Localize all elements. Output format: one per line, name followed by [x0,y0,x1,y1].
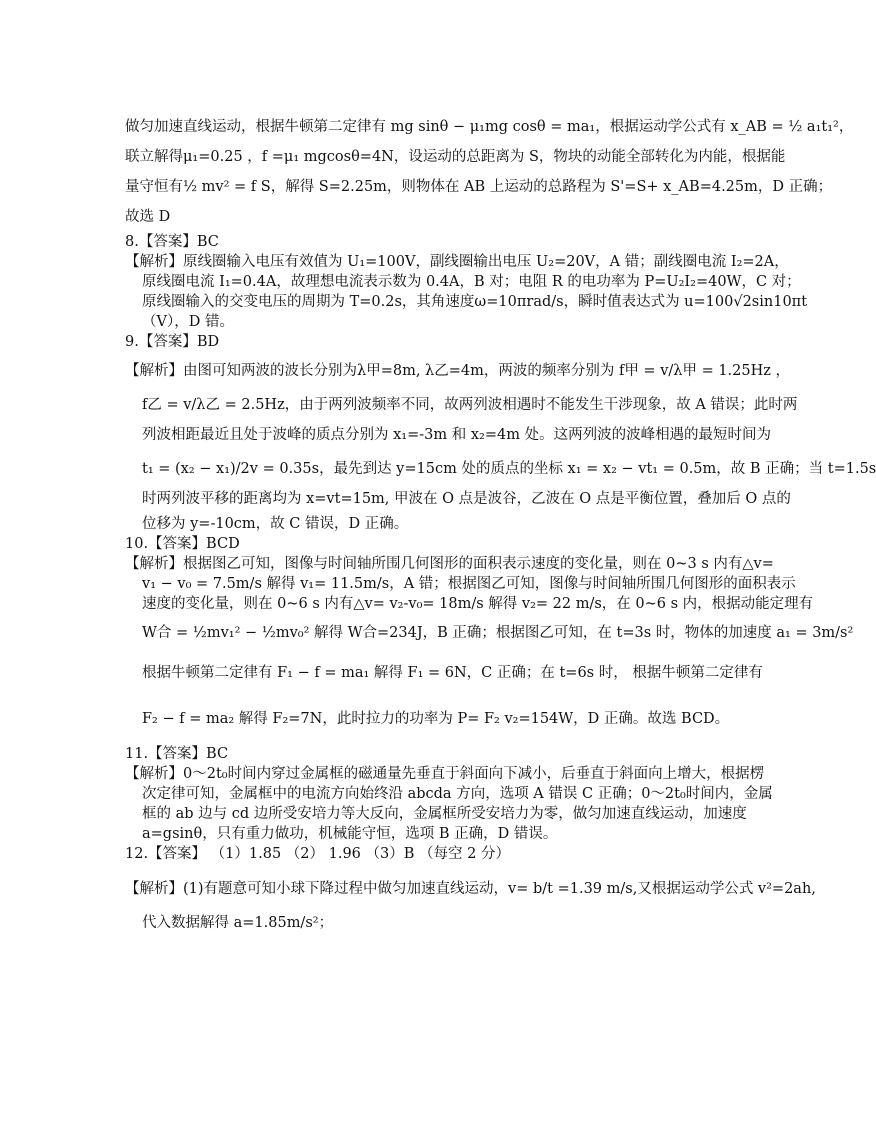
text-line: 原线圈电流 I₁=0.4A，故理想电流表示数为 0.4A，B 对；电阻 R 的电功率为 P=U₂I₂=40W，C 对； [142,274,801,290]
text-line: W合 = ½mv₁² − ½mv₀² 解得 W合=234J，B 正确；根据图乙可知，在 t=3s 时，物体的加速度 a₁ = 3m/s² [142,625,854,641]
answer-text-body [125,112,876,938]
text-line: 列波相距最近且处于波峰的质点分别为 x₁=-3m 和 x₂=4m 处。这两列波的波峰相遇的最短时间为 [142,427,772,443]
text-line: F₂ − f = ma₂ 解得 F₂=7N，此时拉力的功率为 P= F₂ v₂=154W，D 正确。故选 BCD。 [142,711,730,727]
text-line: 框的 ab 边与 cd 边所受安培力等大反向，金属框所受安培力为零，做匀加速直线运动，加速度 [142,806,747,822]
text-line: 量守恒有½ mv² = f S，解得 S=2.25m，则物体在 AB 上运动的总路程为 S'=S+ x_AB=4.25m，D 正确； [125,179,833,195]
text-line: 10.【答案】BCD [125,536,240,552]
text-line: 位移为 y=-10cm，故 C 错误，D 正确。 [142,516,409,532]
text-line: 【解析】0～2t₀时间内穿过金属框的磁通量先垂直于斜面向下减小，后垂直于斜面向上增大，根据楞 [125,766,765,782]
text-line: 【解析】原线圈输入电压有效值为 U₁=100V，副线圈输出电压 U₂=20V，A 错；副线圈电流 I₂=2A， [125,254,789,270]
text-line: 12.【答案】 （1）1.85 （2） 1.96 （3）B （每空 2 分） [125,846,510,862]
text-line: 速度的变化量，则在 0~6 s 内有△v= v₂-v₀= 18m/s 解得 v₂= 22 m/s，在 0~6 s 内，根据动能定理有 [142,596,814,612]
text-line: 【解析】(1)有题意可知小球下降过程中做匀加速直线运动，v= b/t =1.39 m/s,又根据运动学公式 v²=2ah, [125,881,816,897]
text-line: a=gsinθ，只有重力做功，机械能守恒，选项 B 正确，D 错误。 [142,826,558,842]
text-line: v₁ − v₀ = 7.5m/s 解得 v₁= 11.5m/s，A 错；根据图乙可知，图像与时间轴所围几何图形的面积表示 [142,576,796,592]
text-line: 根据牛顿第二定律有 F₁ − f = ma₁ 解得 F₁ = 6N，C 正确；在 t=6s 时， 根据牛顿第二定律有 [142,665,763,681]
text-line: 次定律可知，金属框中的电流方向始终沿 abcda 方向，选项 A 错误 C 正确；0～2t₀时间内，金属 [142,786,773,802]
text-line: 时两列波平移的距离均为 x=vt=15m, 甲波在 O 点是波谷，乙波在 O 点是平衡位置，叠加后 O 点的 [142,491,791,507]
text-line: 8.【答案】BC [125,234,219,250]
text-line: 故选 D [125,209,171,225]
text-line: 原线圈输入的交变电压的周期为 T=0.2s，其角速度ω=10πrad/s，瞬时值表达式为 u=100√2sin10πt [142,294,808,310]
text-line: 11.【答案】BC [125,746,229,762]
text-line: 【解析】由图可知两波的波长分别为λ甲=8m, λ乙=4m，两波的频率分别为 f甲 = v/λ甲 = 1.25Hz ， [125,363,791,379]
text-line: f乙 = v/λ乙 = 2.5Hz，由于两列波频率不同，故两列波相遇时不能发生干涉现象，故 A 错误；此时两 [142,397,798,413]
text-line: 【解析】根据图乙可知，图像与时间轴所围几何图形的面积表示速度的变化量，则在 0~3 s 内有△v= [125,556,774,572]
text-line: t₁ = (x₂ − x₁)/2v = 0.35s，最先到达 y=15cm 处的质点的坐标 x₁ = x₂ − vt₁ = 0.5m，故 B 正确；当 t=1.5s [142,461,876,477]
text-line: （V），D 错。 [142,314,234,330]
text-line: 做匀加速直线运动，根据牛顿第二定律有 mg sinθ − μ₁mg cosθ = ma₁，根据运动学公式有 x_AB = ½ a₁t₁²， [125,119,854,135]
text-line: 代入数据解得 a=1.85m/s²； [142,915,334,931]
text-line: 联立解得μ₁=0.25 ，f =μ₁ mgcosθ=4N，设运动的总距离为 S，物块的动能全部转化为内能，根据能 [125,149,786,165]
text-line: 9.【答案】BD [125,334,220,350]
